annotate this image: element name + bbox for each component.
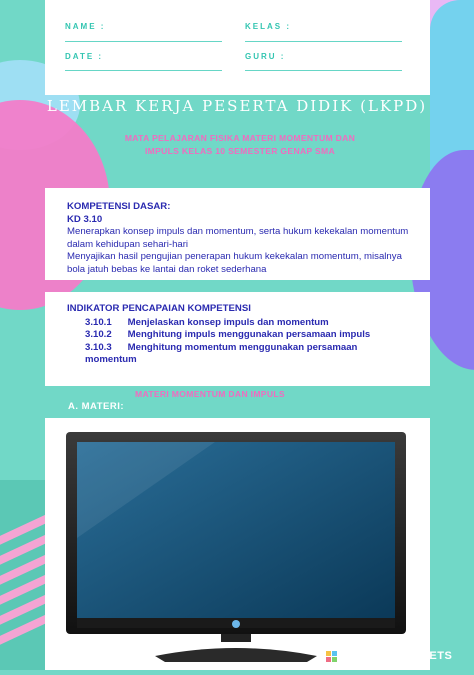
materi-card — [45, 418, 430, 670]
indikator-item — [85, 317, 427, 330]
class-field[interactable] — [245, 41, 402, 42]
liveworksheets-logo-icon — [326, 651, 340, 663]
header-card — [45, 0, 430, 95]
power-icon — [232, 620, 240, 628]
subtitle-line: IMPULS KELAS 10 SEMESTER GENAP SMA — [144, 146, 336, 156]
indikator-heading: INDIKATOR PENCAPAIAN KOMPETENSI — [67, 303, 251, 314]
name-label: NAME : — [65, 22, 106, 31]
indikator-card — [45, 292, 430, 386]
kompetensi-heading: KOMPETENSI DASAR: — [67, 201, 171, 212]
class-label: KELAS : — [245, 22, 291, 31]
kd-number: KD 3.10 — [67, 213, 103, 225]
name-field[interactable] — [65, 41, 222, 42]
monitor-image — [45, 418, 430, 670]
teacher-field[interactable] — [245, 70, 402, 71]
materi-label: A. MATERI: — [68, 401, 125, 412]
kd-text-line: Menerapkan konsep impuls dan momentum, serta hukum kekekalan momentum — [67, 226, 409, 238]
indikator-item-continuation: momentum — [85, 354, 137, 366]
kompetensi-card — [45, 188, 430, 280]
indikator-text: Menghitung impuls menggunakan persamaan impuls — [127, 329, 371, 341]
indikator-text: Menghitung momentum menggunakan persamaan — [127, 341, 358, 353]
indikator-number: 3.10.1 — [85, 316, 112, 328]
indikator-text: Menjelaskan konsep impuls dan momentum — [127, 316, 329, 328]
indikator-number: 3.10.3 — [85, 341, 112, 353]
page-title: LEMBAR KERJA PESERTA DIDIK (LKPD) — [46, 97, 428, 115]
kd-text-line: dalam kehidupan sehari-hari — [67, 238, 189, 250]
kd-text-line: Menyajikan hasil pengujian penerapan hukum kekekalan momentum, misalnya — [67, 251, 402, 263]
teacher-label: GURU : — [245, 52, 286, 61]
date-label: DATE : — [65, 52, 104, 61]
indikator-number: 3.10.2 — [85, 329, 112, 341]
subtitle-line: MATA PELAJARAN FISIKA MATERI MOMENTUM DAN — [124, 133, 356, 143]
date-field[interactable] — [65, 70, 222, 71]
indikator-item — [85, 329, 427, 342]
indikator-item — [85, 342, 427, 355]
liveworksheets-brand[interactable]: LIVEWORKSHEETS — [342, 650, 453, 662]
materi-topic: MATERI MOMENTUM DAN IMPULS — [135, 389, 285, 399]
kd-text-line: bola jatuh bebas ke lantai dan roket sederhana — [67, 263, 267, 275]
subtitle — [90, 132, 390, 158]
